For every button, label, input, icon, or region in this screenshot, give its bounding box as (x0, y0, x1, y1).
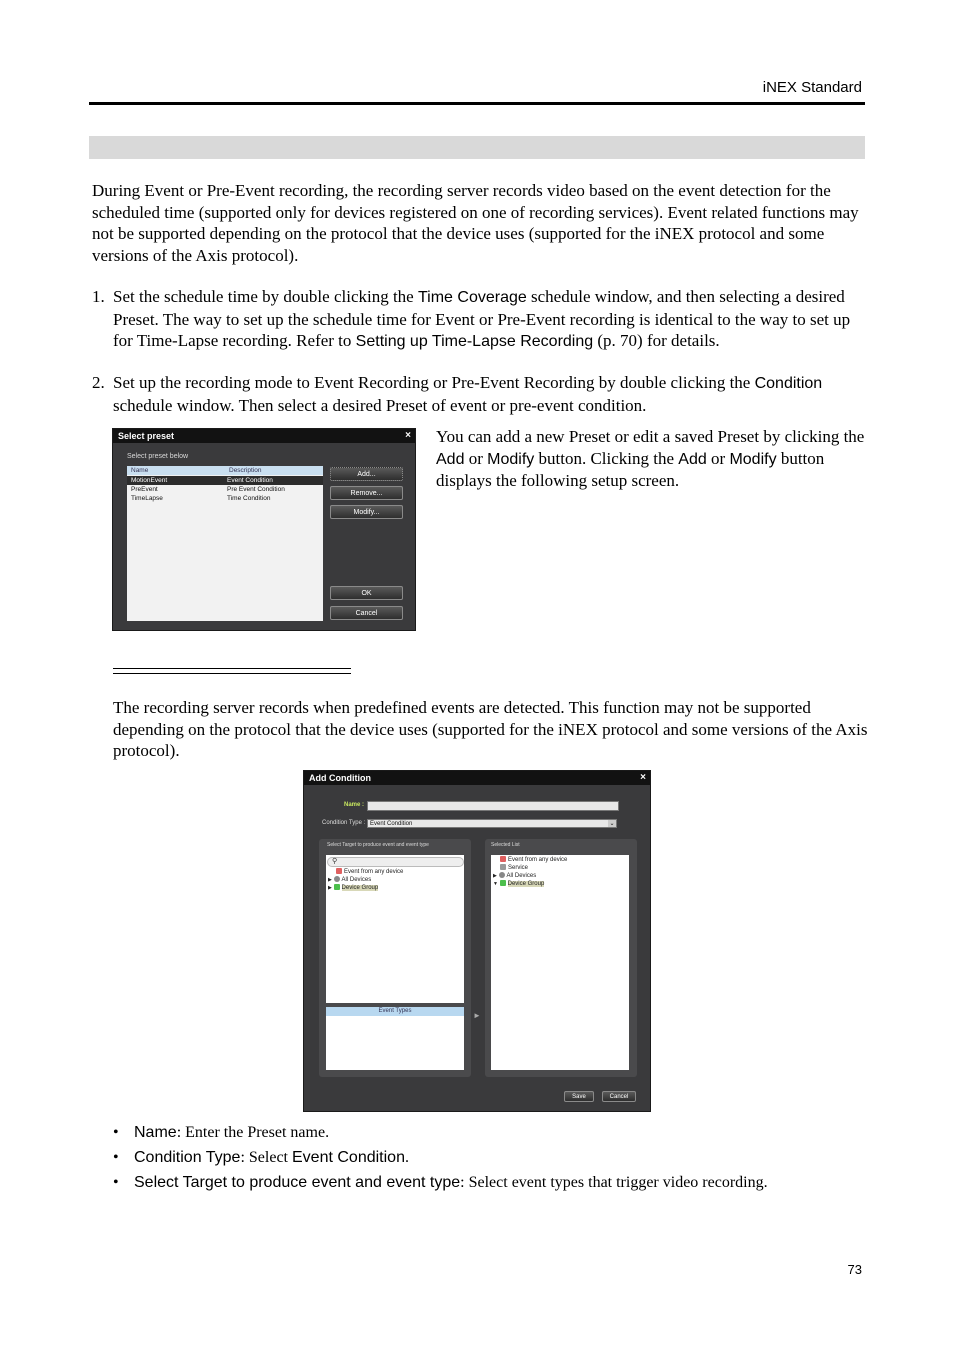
bullet-select-target: • Select Target to produce event and event type: Select event types that trigger video recording. (113, 1174, 768, 1191)
event-recording-paragraph: The recording server records when predefined events are detected. This function may not be supported depending on the protocol that the device uses (supported for the iNEX protocol and some versions of the Axis protocol). (113, 698, 868, 760)
condition-type-label: Condition Type : (322, 820, 366, 826)
group-icon (334, 884, 340, 890)
header-rule (89, 102, 865, 105)
tree-item[interactable]: ▶ All Devices (493, 873, 537, 879)
bullet-name: • Name: Enter the Preset name. (113, 1124, 330, 1141)
add-condition-dialog (303, 770, 651, 1112)
target-search-input[interactable] (327, 857, 464, 867)
step-2-number: 2. (92, 373, 105, 392)
close-icon[interactable]: × (640, 772, 646, 783)
event-icon (500, 856, 506, 862)
selected-tree[interactable] (491, 855, 629, 1070)
select-preset-dialog (112, 428, 416, 631)
name-input[interactable] (367, 801, 619, 811)
devices-icon (334, 876, 340, 882)
tree-item[interactable]: ▶ All Devices (328, 877, 372, 883)
modify-button[interactable]: Modify... (330, 505, 403, 519)
close-icon[interactable]: × (405, 430, 411, 441)
preset-row-selected[interactable]: MotionEvent Event Condition (127, 476, 323, 485)
field-description-list (113, 1120, 873, 1195)
event-types-list[interactable] (326, 1007, 464, 1070)
move-right-icon[interactable]: ► (473, 1011, 481, 1020)
page-number: 73 (847, 1262, 862, 1277)
tree-item[interactable]: Event from any device (336, 868, 403, 876)
devices-icon (499, 872, 505, 878)
tree-item[interactable]: Service (500, 864, 528, 872)
chevron-down-icon[interactable]: ⌄ (609, 821, 615, 827)
preset-list[interactable] (127, 466, 323, 621)
target-tree[interactable] (326, 855, 464, 1003)
side-note: You can add a new Preset or edit a saved Preset by clicking the Add or Modify button. Clicking the Add or Modify button displays the following setup screen. (436, 427, 865, 490)
preset-list-header: Name Description (127, 466, 323, 475)
ok-button[interactable]: OK (330, 586, 403, 600)
subheading-rule (113, 668, 351, 674)
target-panel-caption: Select Target to produce event and event type (327, 842, 429, 848)
group-icon (500, 880, 506, 886)
service-icon (500, 864, 506, 870)
collapse-icon[interactable]: ▼ (493, 881, 498, 887)
step-1: 1. Set the schedule time by double clicking the Time Coverage schedule window, and then selecting a desired Preset. The way to set up the schedule time for Event or Pre-Event recording is identical to the way to set up for Time-Lapse recording. Refer to Setting up Time-Lapse Recording (p. 70) for details. (92, 287, 851, 350)
expand-icon[interactable]: ▶ (493, 873, 497, 879)
section-heading-band (89, 136, 865, 159)
document-header-title: iNEX Standard (762, 79, 862, 96)
target-panel (319, 839, 471, 1077)
tree-item[interactable]: Event from any device (500, 856, 567, 864)
add-button[interactable]: Add... (330, 467, 403, 481)
step-1-number: 1. (92, 287, 105, 306)
expand-icon[interactable]: ▶ (328, 877, 332, 883)
tree-item[interactable]: ▼ Device Group (493, 881, 545, 887)
search-icon: ⚲ (332, 858, 338, 865)
selected-list-panel (485, 839, 637, 1077)
name-label: Name : (344, 802, 365, 808)
time-coverage-term: Time Coverage (417, 289, 527, 306)
save-button[interactable]: Save (564, 1091, 594, 1102)
tree-item[interactable]: ▶ Device Group (328, 885, 379, 891)
remove-button[interactable]: Remove... (330, 486, 403, 500)
select-preset-title-bar: Select preset × (113, 429, 415, 443)
preset-row[interactable]: TimeLapse Time Condition (131, 495, 271, 502)
cancel-button[interactable]: Cancel (330, 606, 403, 620)
step-2: 2. Set up the recording mode to Event Recording or Pre-Event Recording by double clicking the Condition schedule window. Then select a desired Preset of event or pre-event condition. (92, 373, 823, 415)
event-icon (336, 868, 342, 874)
preset-row[interactable]: PreEvent Pre Event Condition (131, 486, 285, 493)
condition-type-select[interactable]: Event Condition ⌄ (367, 819, 617, 828)
selected-list-caption: Selected List (491, 842, 520, 848)
add-condition-title-bar: Add Condition × (304, 771, 650, 785)
condition-term: Condition (754, 375, 823, 392)
intro-paragraph: During Event or Pre-Event recording, the recording server records video based on the event detection for the scheduled time (supported only for devices registered on one of recording services). Event related functions may not be supported depending on the protocol that the device uses (supported for the iNEX protocol and some versions of the Axis protocol). (92, 181, 859, 265)
select-preset-caption: Select preset below (127, 453, 189, 460)
timelapse-link-term: Setting up Time-Lapse Recording (355, 333, 594, 350)
expand-icon[interactable]: ▶ (328, 885, 332, 891)
bullet-condition-type: • Condition Type: Select Event Condition. (113, 1149, 409, 1166)
cancel-button[interactable]: Cancel (602, 1091, 636, 1102)
event-types-header: Event Types (326, 1007, 464, 1016)
